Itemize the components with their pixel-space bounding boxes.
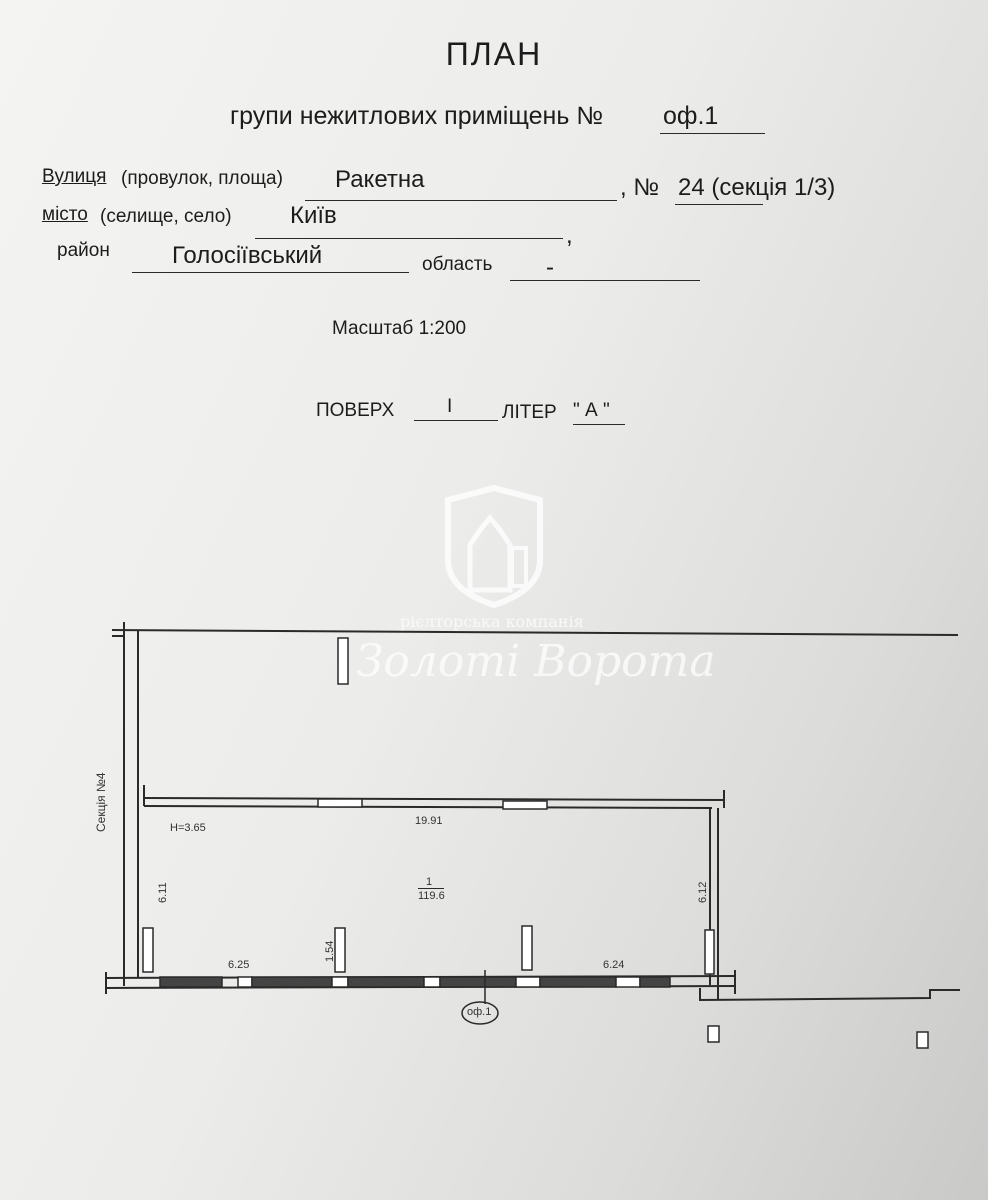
object-number: оф.1	[663, 102, 719, 130]
room-height: Н=3.65	[170, 822, 206, 834]
pillar-dimension: 1.54	[324, 940, 336, 962]
room-area: 119.6	[418, 890, 445, 902]
right-segment: 6.24	[603, 959, 625, 971]
region-value: -	[546, 254, 554, 281]
region-label: область	[422, 254, 493, 275]
letter-value: " А "	[573, 400, 610, 421]
district-value: Голосіївський	[172, 242, 323, 269]
city-comma: ,	[566, 222, 573, 249]
city-label: місто	[42, 204, 88, 225]
right-depth: 6.12	[697, 881, 709, 903]
watermark-brand: Золоті Ворота	[356, 636, 716, 687]
plan-subtitle: групи нежитлових приміщень №	[230, 102, 604, 130]
city-value: Київ	[290, 202, 337, 229]
number-sign: , №	[620, 174, 660, 201]
left-depth: 6.11	[157, 882, 169, 903]
district-label: район	[57, 240, 110, 261]
left-segment: 6.25	[228, 959, 250, 971]
section-label: Секція №4	[94, 772, 108, 832]
watermark-caption: рієлторська компанія	[400, 612, 584, 631]
floor-value: І	[447, 396, 453, 417]
letter-label: ЛІТЕР	[502, 402, 557, 423]
floor-label: ПОВЕРХ	[316, 400, 395, 421]
scale-label: Масштаб 1:200	[332, 318, 467, 339]
street-value: Ракетна	[335, 166, 425, 193]
page-title: ПЛАН	[445, 36, 543, 72]
room-number: 1	[426, 876, 433, 888]
street-label: Вулиця	[42, 166, 107, 187]
number-value: 24 (секція 1/3)	[678, 174, 836, 201]
room-length: 19.91	[415, 815, 443, 827]
street-hint: (провулок, площа)	[121, 168, 283, 189]
city-hint: (селище, село)	[100, 206, 232, 227]
office-tag: оф.1	[467, 1006, 492, 1018]
